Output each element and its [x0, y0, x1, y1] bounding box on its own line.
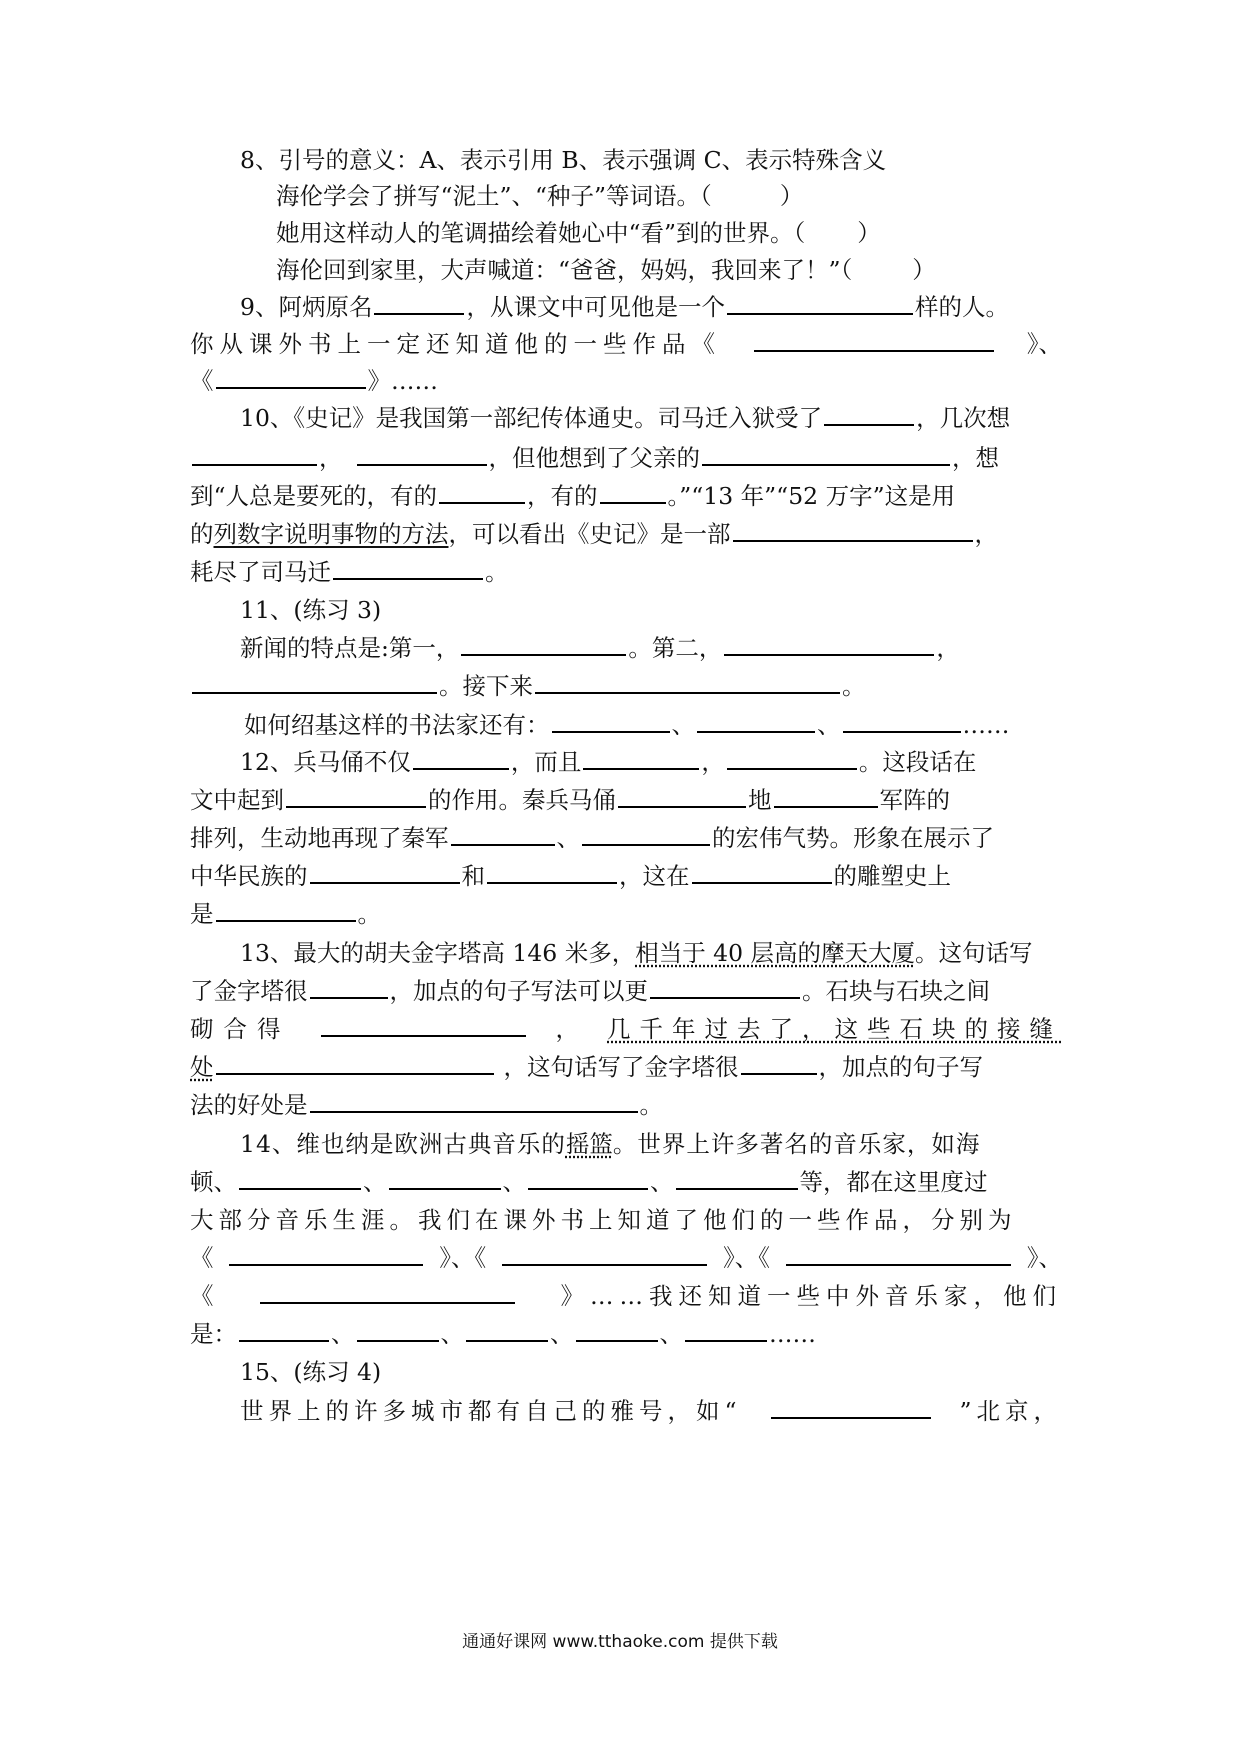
q9-text: 》……	[367, 367, 438, 395]
q9-text: 《	[190, 367, 214, 395]
q13-text: ，加点的句子写法可以更	[389, 977, 648, 1005]
q12-text: 的雕塑史上	[833, 862, 951, 890]
answer-blank[interactable]	[576, 1314, 658, 1342]
q9-line-2	[190, 324, 1062, 366]
q11-head-text: 11、(练习 3)	[240, 596, 382, 624]
q11-text: 、	[817, 711, 841, 739]
q13-dotted-sentence: 几千年过去了，这些石块的接缝	[607, 1015, 1062, 1043]
answer-blank[interactable]	[724, 628, 934, 656]
q9-text: 你从课外书上一定还知道他的一些作品《	[190, 330, 721, 358]
q14-line-6	[190, 1314, 1062, 1356]
q9-text: 》、	[1026, 330, 1062, 358]
answer-blank[interactable]	[843, 705, 961, 733]
q10-line-5	[190, 552, 1062, 594]
q12-line-1	[240, 742, 1062, 784]
q15-head	[240, 1352, 1062, 1394]
q9-text: ，从课文中可见他是一个	[466, 293, 725, 321]
q14-text: 、	[659, 1320, 683, 1348]
answer-blank[interactable]	[321, 1009, 526, 1037]
q12-text: 的作用。秦兵马俑	[428, 786, 616, 814]
q8-sentence-3	[276, 250, 1062, 292]
q10-text: 。”“13 年”“52 万字”这是用	[667, 482, 956, 510]
q13-line-3	[190, 1009, 1062, 1051]
answer-blank[interactable]	[582, 818, 710, 846]
q10-text: ，但他想到了父亲的	[488, 444, 700, 472]
answer-blank[interactable]	[310, 856, 460, 884]
q14-text: 》、《	[439, 1244, 487, 1272]
answer-blank[interactable]	[733, 514, 973, 542]
q11-head	[240, 590, 1062, 632]
q11-text: ，	[936, 634, 960, 662]
q13-line-2	[190, 971, 1062, 1013]
q8-sentence-1	[276, 176, 1062, 218]
answer-blank[interactable]	[461, 628, 626, 656]
q8-close: ）	[857, 219, 881, 247]
answer-blank[interactable]	[774, 780, 878, 808]
q11-text: 。第二，	[628, 634, 723, 662]
answer-blank[interactable]	[192, 438, 317, 466]
q12-text: ，这在	[619, 862, 690, 890]
q11-line-1	[240, 628, 1062, 670]
q13-line-5	[190, 1085, 1062, 1127]
q8-close: ）	[779, 182, 804, 210]
answer-blank[interactable]	[650, 971, 800, 999]
answer-blank[interactable]	[741, 1047, 817, 1075]
q12-text: 。	[357, 900, 381, 928]
answer-blank[interactable]	[310, 971, 388, 999]
q11-text: 、	[671, 711, 695, 739]
q10-underlined-text: 列数字说明事物的方法	[213, 520, 449, 548]
q12-text: 和	[461, 862, 485, 890]
answer-blank[interactable]	[727, 742, 857, 770]
q12-text: 排列，生动地再现了秦军	[190, 824, 449, 852]
q8-sentence-2	[276, 213, 1062, 255]
q12-line-4	[190, 856, 1062, 898]
answer-blank[interactable]	[229, 1238, 423, 1266]
answer-blank[interactable]	[374, 287, 464, 315]
q14-text: 。世界上许多著名的音乐家，如海	[612, 1130, 981, 1158]
q13-text: ，这句话写了金字塔很	[503, 1053, 739, 1081]
q12-text: 、	[556, 824, 580, 852]
answer-blank[interactable]	[487, 856, 617, 884]
q15-line-1	[240, 1391, 1062, 1433]
q12-text: 。这段话在	[858, 748, 977, 776]
q14-text: 《	[190, 1282, 214, 1310]
answer-blank[interactable]	[357, 438, 487, 466]
q13-text: 砌合得	[190, 1015, 291, 1043]
q11-text: 如何绍基这样的书法家还有：	[244, 711, 550, 739]
answer-blank[interactable]	[697, 705, 815, 733]
answer-blank[interactable]	[754, 324, 994, 352]
q13-text: 了金字塔很	[190, 977, 308, 1005]
q10-text: 。	[485, 558, 509, 586]
q14-text: 、	[550, 1320, 574, 1348]
page-footer: 通通好课网 www.tthaoke.com 提供下载	[462, 1632, 778, 1652]
answer-blank[interactable]	[357, 1314, 439, 1342]
q11-line-2	[190, 666, 1062, 708]
answer-blank[interactable]	[771, 1391, 931, 1419]
q13-text: 。这句话写	[915, 939, 1033, 967]
q13-text: 。石块与石块之间	[802, 977, 990, 1005]
q12-text: 的宏伟气势。形象在展示了	[712, 824, 994, 852]
answer-blank[interactable]	[702, 438, 950, 466]
q11-text: ……	[962, 711, 1010, 739]
q14-line-4	[190, 1238, 1062, 1280]
answer-blank[interactable]	[333, 552, 483, 580]
q14-text: ……	[769, 1320, 816, 1348]
q14-line-1	[240, 1124, 1062, 1166]
q14-text: 大部分音乐生涯。我们在课外书上知道了他们的一些作品，分别为	[190, 1206, 1017, 1234]
q12-text: 12、兵马俑不仅	[240, 748, 411, 776]
q10-text: 耗尽了司马迁	[190, 558, 331, 586]
answer-blank[interactable]	[502, 1238, 707, 1266]
answer-blank[interactable]	[685, 1314, 767, 1342]
q14-text: 》……我还知道一些中外音乐家，他们	[560, 1282, 1062, 1310]
q12-text: ，	[701, 748, 725, 776]
q12-text: 地	[748, 786, 772, 814]
q15-head-text: 15、(练习 4)	[240, 1358, 382, 1386]
q14-text: 》、	[1026, 1244, 1062, 1272]
q12-line-3	[190, 818, 1062, 860]
q12-text: 中华民族的	[190, 862, 308, 890]
q10-text: ，几次想	[916, 404, 1011, 432]
answer-blank[interactable]	[618, 780, 746, 808]
q12-line-2	[190, 780, 1062, 822]
q14-line-2	[190, 1162, 1062, 1204]
q10-line-4	[190, 514, 1062, 556]
q14-text: 、	[440, 1320, 464, 1348]
q14-text: 等，都在这里度过	[799, 1168, 988, 1196]
q13-text: 。	[639, 1091, 663, 1119]
q8-s3-text: 海伦回到家里，大声喊道：“爸爸，妈妈，我回来了！”（	[276, 256, 853, 284]
answer-blank[interactable]	[676, 1162, 798, 1190]
q13-text: ，加点的句子写	[818, 1053, 983, 1081]
q13-line-4	[190, 1047, 1062, 1089]
answer-blank[interactable]	[727, 287, 913, 315]
answer-blank[interactable]	[535, 666, 840, 694]
answer-blank[interactable]	[439, 476, 525, 504]
q10-line-1	[240, 398, 1062, 440]
q14-text: 顿、	[190, 1168, 237, 1196]
q15-text: 世界上的许多城市都有自己的雅号，如“	[240, 1397, 742, 1425]
q14-text: 是：	[190, 1320, 237, 1348]
q15-text: ”北京，	[959, 1397, 1062, 1425]
q10-text: ，想	[952, 444, 999, 472]
answer-blank[interactable]	[583, 742, 699, 770]
q11-text: 新闻的特点是:第一，	[240, 634, 460, 662]
q10-text: 到“人总是要死的，有的	[190, 482, 438, 510]
answer-blank[interactable]	[786, 1238, 1011, 1266]
q11-text: 。	[842, 672, 866, 700]
q14-dotted-word: 摇篮	[565, 1130, 613, 1158]
answer-blank[interactable]	[216, 894, 356, 922]
q14-line-5	[190, 1276, 1062, 1318]
q14-line-3	[190, 1200, 1062, 1242]
q11-text: 。接下来	[439, 672, 533, 700]
answer-blank[interactable]	[466, 1314, 548, 1342]
q10-text: 10、《史记》是我国第一部纪传体通史。司马迁入狱受了	[240, 404, 823, 432]
answer-blank[interactable]	[216, 361, 366, 389]
q9-text: 9、阿炳原名	[240, 293, 373, 321]
answer-blank[interactable]	[528, 1162, 648, 1190]
q14-text: 、	[331, 1320, 355, 1348]
answer-blank[interactable]	[451, 818, 555, 846]
answer-blank[interactable]	[260, 1276, 515, 1304]
q13-line-1	[240, 933, 1062, 975]
answer-blank[interactable]	[239, 1162, 361, 1190]
answer-blank[interactable]	[192, 666, 437, 694]
q12-line-5	[190, 894, 1062, 936]
q9-text: 样的人。	[914, 293, 1009, 321]
q9-line-1	[240, 287, 1062, 329]
q10-text: ，有的	[527, 482, 598, 510]
q12-text: 军阵的	[879, 786, 950, 814]
answer-blank[interactable]	[389, 1162, 501, 1190]
q10-text: ，	[974, 520, 998, 548]
q8-head-text: 8、引号的意义：A、表示引用 B、表示强调 C、表示特殊含义	[240, 146, 887, 174]
q14-text: 14、维也纳是欧洲古典音乐的	[240, 1130, 566, 1158]
answer-blank[interactable]	[600, 476, 666, 504]
q14-text: 》、《	[723, 1244, 770, 1272]
q11-line-3	[244, 705, 1066, 747]
answer-blank[interactable]	[552, 705, 670, 733]
q14-text: 、	[650, 1168, 674, 1196]
q14-text: 、	[363, 1168, 387, 1196]
q9-line-3	[190, 361, 1062, 403]
q8-s1-text: 海伦学会了拼写“泥土”、“种子”等词语。（	[276, 182, 712, 210]
q14-text: 、	[502, 1168, 526, 1196]
q8-s2-text: 她用这样动人的笔调描绘着她心中“看”到的世界。（	[276, 219, 806, 247]
q14-text: 《	[190, 1244, 214, 1272]
q8-close: ）	[912, 256, 936, 284]
answer-blank[interactable]	[692, 856, 832, 884]
q10-text: 的	[190, 520, 214, 548]
q13-text: 法的好处是	[190, 1091, 308, 1119]
q13-text: ，	[555, 1015, 579, 1043]
q10-line-2	[190, 438, 1062, 480]
answer-blank[interactable]	[824, 398, 914, 426]
q10-text: ，	[319, 444, 343, 472]
q10-line-3	[190, 476, 1062, 518]
answer-blank[interactable]	[413, 742, 509, 770]
answer-blank[interactable]	[310, 1085, 638, 1113]
q12-text: 文中起到	[190, 786, 284, 814]
q12-text: 是	[190, 900, 214, 928]
q13-dotted-sentence: 处	[190, 1053, 214, 1081]
answer-blank[interactable]	[286, 780, 426, 808]
q10-text: ，可以看出《史记》是一部	[448, 520, 731, 548]
answer-blank[interactable]	[239, 1314, 329, 1342]
q12-text: ，而且	[510, 748, 582, 776]
q13-dotted-sentence: 相当于 40 层高的摩天大厦	[635, 939, 916, 967]
answer-blank[interactable]	[216, 1047, 494, 1075]
q13-text: 13、最大的胡夫金字塔高 146 米多，	[240, 939, 636, 967]
